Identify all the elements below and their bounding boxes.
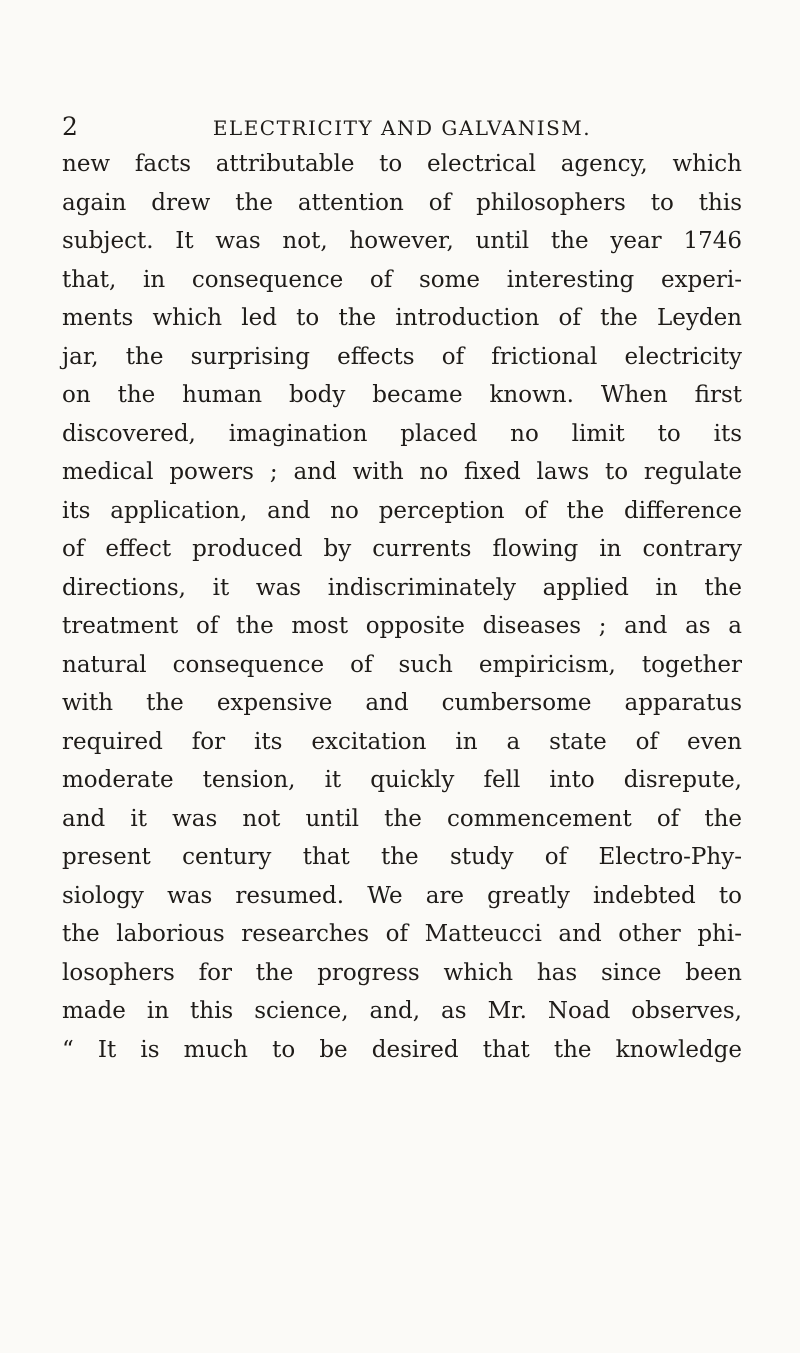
text-line: siology was resumed. We are greatly indebted to: [62, 882, 742, 909]
text-line: subject. It was not, however, until the year 1746: [62, 228, 742, 254]
text-line: with the expensive and cumbersome apparatus: [62, 690, 742, 716]
text-line: on the human body became known. When first: [62, 382, 742, 408]
text-line: made in this science, and, as Mr. Noad observes,: [62, 998, 742, 1024]
text-line: jar, the surprising effects of frictional electricity: [62, 343, 742, 370]
text-line: directions, it was indiscriminately applied in the: [62, 574, 742, 601]
text-line: moderate tension, it quickly fell into disrepute,: [62, 767, 742, 793]
text-line: required for its excitation in a state of even: [62, 728, 742, 755]
text-line: losophers for the progress which has since been: [62, 959, 742, 986]
text-line: treatment of the most opposite diseases ; and as a: [62, 613, 742, 639]
running-head: [62, 112, 742, 142]
text-line: the laborious researches of Matteucci and other phi-: [62, 921, 742, 947]
text-line: again drew the attention of philosophers to this: [62, 189, 742, 216]
text-line: its application, and no perception of the difference: [62, 497, 742, 524]
text-line: that, in consequence of some interesting experi-: [62, 266, 742, 293]
text-line: new facts attributable to electrical agency, which: [62, 151, 742, 177]
text-line: and it was not until the commencement of the: [62, 805, 742, 832]
header-title: ELECTRICITY AND GALVANISM.: [212, 116, 592, 140]
text-line: natural consequence of such empiricism, together: [62, 651, 742, 678]
text-line: present century that the study of Electro-Phy-: [62, 844, 742, 870]
text-line: of effect produced by currents flowing in contrary: [62, 536, 742, 562]
text-line: “ It is much to be desired that the knowledge: [62, 1036, 742, 1063]
text-line: medical powers ; and with no fixed laws to regulate: [62, 459, 742, 485]
page-number: 2: [62, 112, 78, 141]
text-line: discovered, imagination placed no limit to its: [62, 420, 742, 447]
body-text: [62, 145, 742, 1069]
text-line: ments which led to the introduction of the Leyden: [62, 305, 742, 331]
